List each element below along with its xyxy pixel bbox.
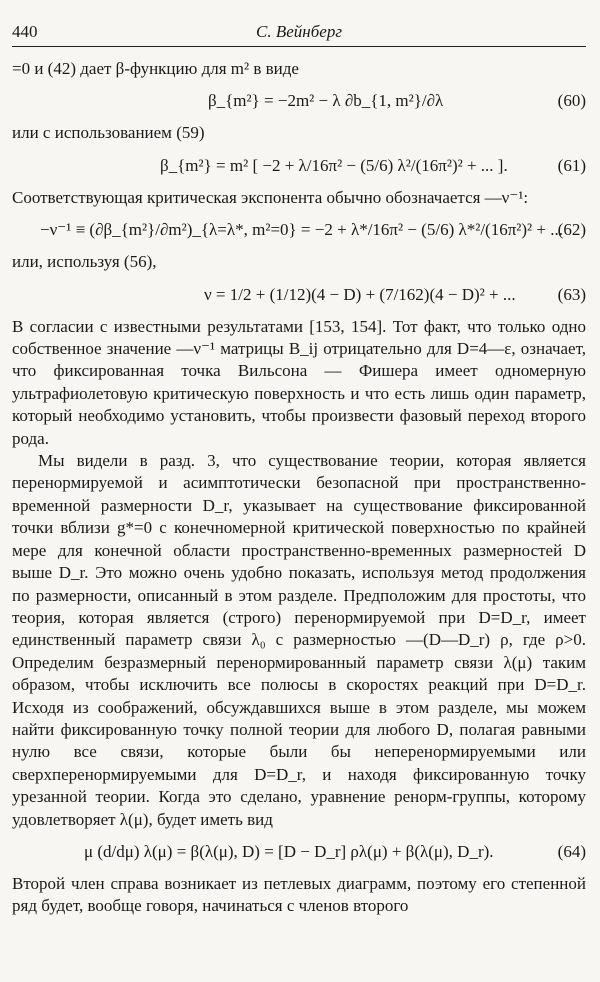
equation-expression: β_{m²} = −2m² − λ ∂b_{1, m²}/∂λ	[208, 91, 444, 111]
page-number: 440	[12, 22, 38, 41]
text-paragraph: Второй член справа возникает из петлевых диаграмм, поэтому его степенной ряд будет, вообще говоря, начинаться с членов второго	[12, 873, 586, 916]
text-paragraph: Мы видели в разд. 3, что существование теории, которая является перенормируемой и асимптотически безопасной при пространственно-временной размерности D_r, указывает на существование фиксированной точки вблизи g*=0 с конечномерной критической поверхностью по крайней мере для конечной области пространственно-временных размерностей D выше D_r. Это можно очень удобно показать, используя метод продолжения по размерности, описанный в этом разделе. Предположим для простоты, что теория, которая является (строго) перенормируемой при D=D_r, имеет единственный параметр связи λ₀ с размерностью —(D—D_r) ρ, где ρ>0. Определим безразмерный перенормированный параметр связи λ(μ) таким образом, чтобы исключить все полюсы в скоростях реакций при D=D_r. Исходя из соображений, обсуждавшихся выше в этом разделе, мы можем найти фиксированную точку полной теории для любого D, полагая равными нулю все связи, которые были бы неперенормируемыми или сверхперенормируемыми для D=D_r, и находя фиксированную точку урезанной теории. Когда это сделано, уравнение ренорм-группы, которому удовлетворяет λ(μ), будет иметь вид	[12, 451, 586, 829]
text-paragraph: или с использованием (59)	[12, 123, 205, 143]
equation-expression: β_{m²} = m² [ −2 + λ/16π² − (5/6) λ²/(16π²)² + ... ].	[160, 155, 508, 175]
equation-number: (63)	[557, 284, 586, 304]
equation-number: (61)	[557, 155, 586, 175]
text-paragraph: В согласии с известными результатами [153, 154]. Тот факт, что только одно собственное значение —ν⁻¹ матрицы B_ij отрицательно для D=4—ε, означает, что фиксированная точка Вильсона — Фишера имеет одномерную ультрафиолетовую критическую поверхность и что есть лишь один параметр, который необходимо установить, чтобы произвести фазовый переход второго рода.	[12, 316, 586, 448]
equation-expression: −ν⁻¹ ≡ (∂β_{m²}/∂m²)_{λ=λ*, m²=0} = −2 + λ*/16π² − (5/6) λ*²/(16π²)² + ...	[40, 220, 563, 240]
equation-expression: μ (d/dμ) λ(μ) = β(λ(μ), D) = [D − D_r] ρλ(μ) + β(λ(μ), D_r).	[84, 841, 494, 861]
text-paragraph: Соответствующая критическая экспонента обычно обозначается —ν⁻¹:	[12, 187, 529, 207]
equation-61	[12, 147, 586, 185]
equation-60	[12, 82, 586, 120]
running-head-author: С. Вейнберг	[256, 22, 342, 41]
running-header	[12, 16, 586, 47]
text-paragraph: или, используя (56),	[12, 252, 157, 272]
equation-62	[12, 211, 586, 249]
equation-expression: ν = 1/2 + (1/12)(4 − D) + (7/162)(4 − D)² + ...	[204, 284, 516, 304]
page-body	[12, 58, 586, 918]
equation-number: (62)	[557, 220, 586, 240]
text-paragraph: =0 и (42) дает β-функцию для m² в виде	[12, 59, 299, 78]
equation-63	[12, 276, 586, 314]
equation-number: (64)	[557, 841, 586, 861]
equation-64	[12, 833, 586, 871]
equation-number: (60)	[557, 91, 586, 111]
